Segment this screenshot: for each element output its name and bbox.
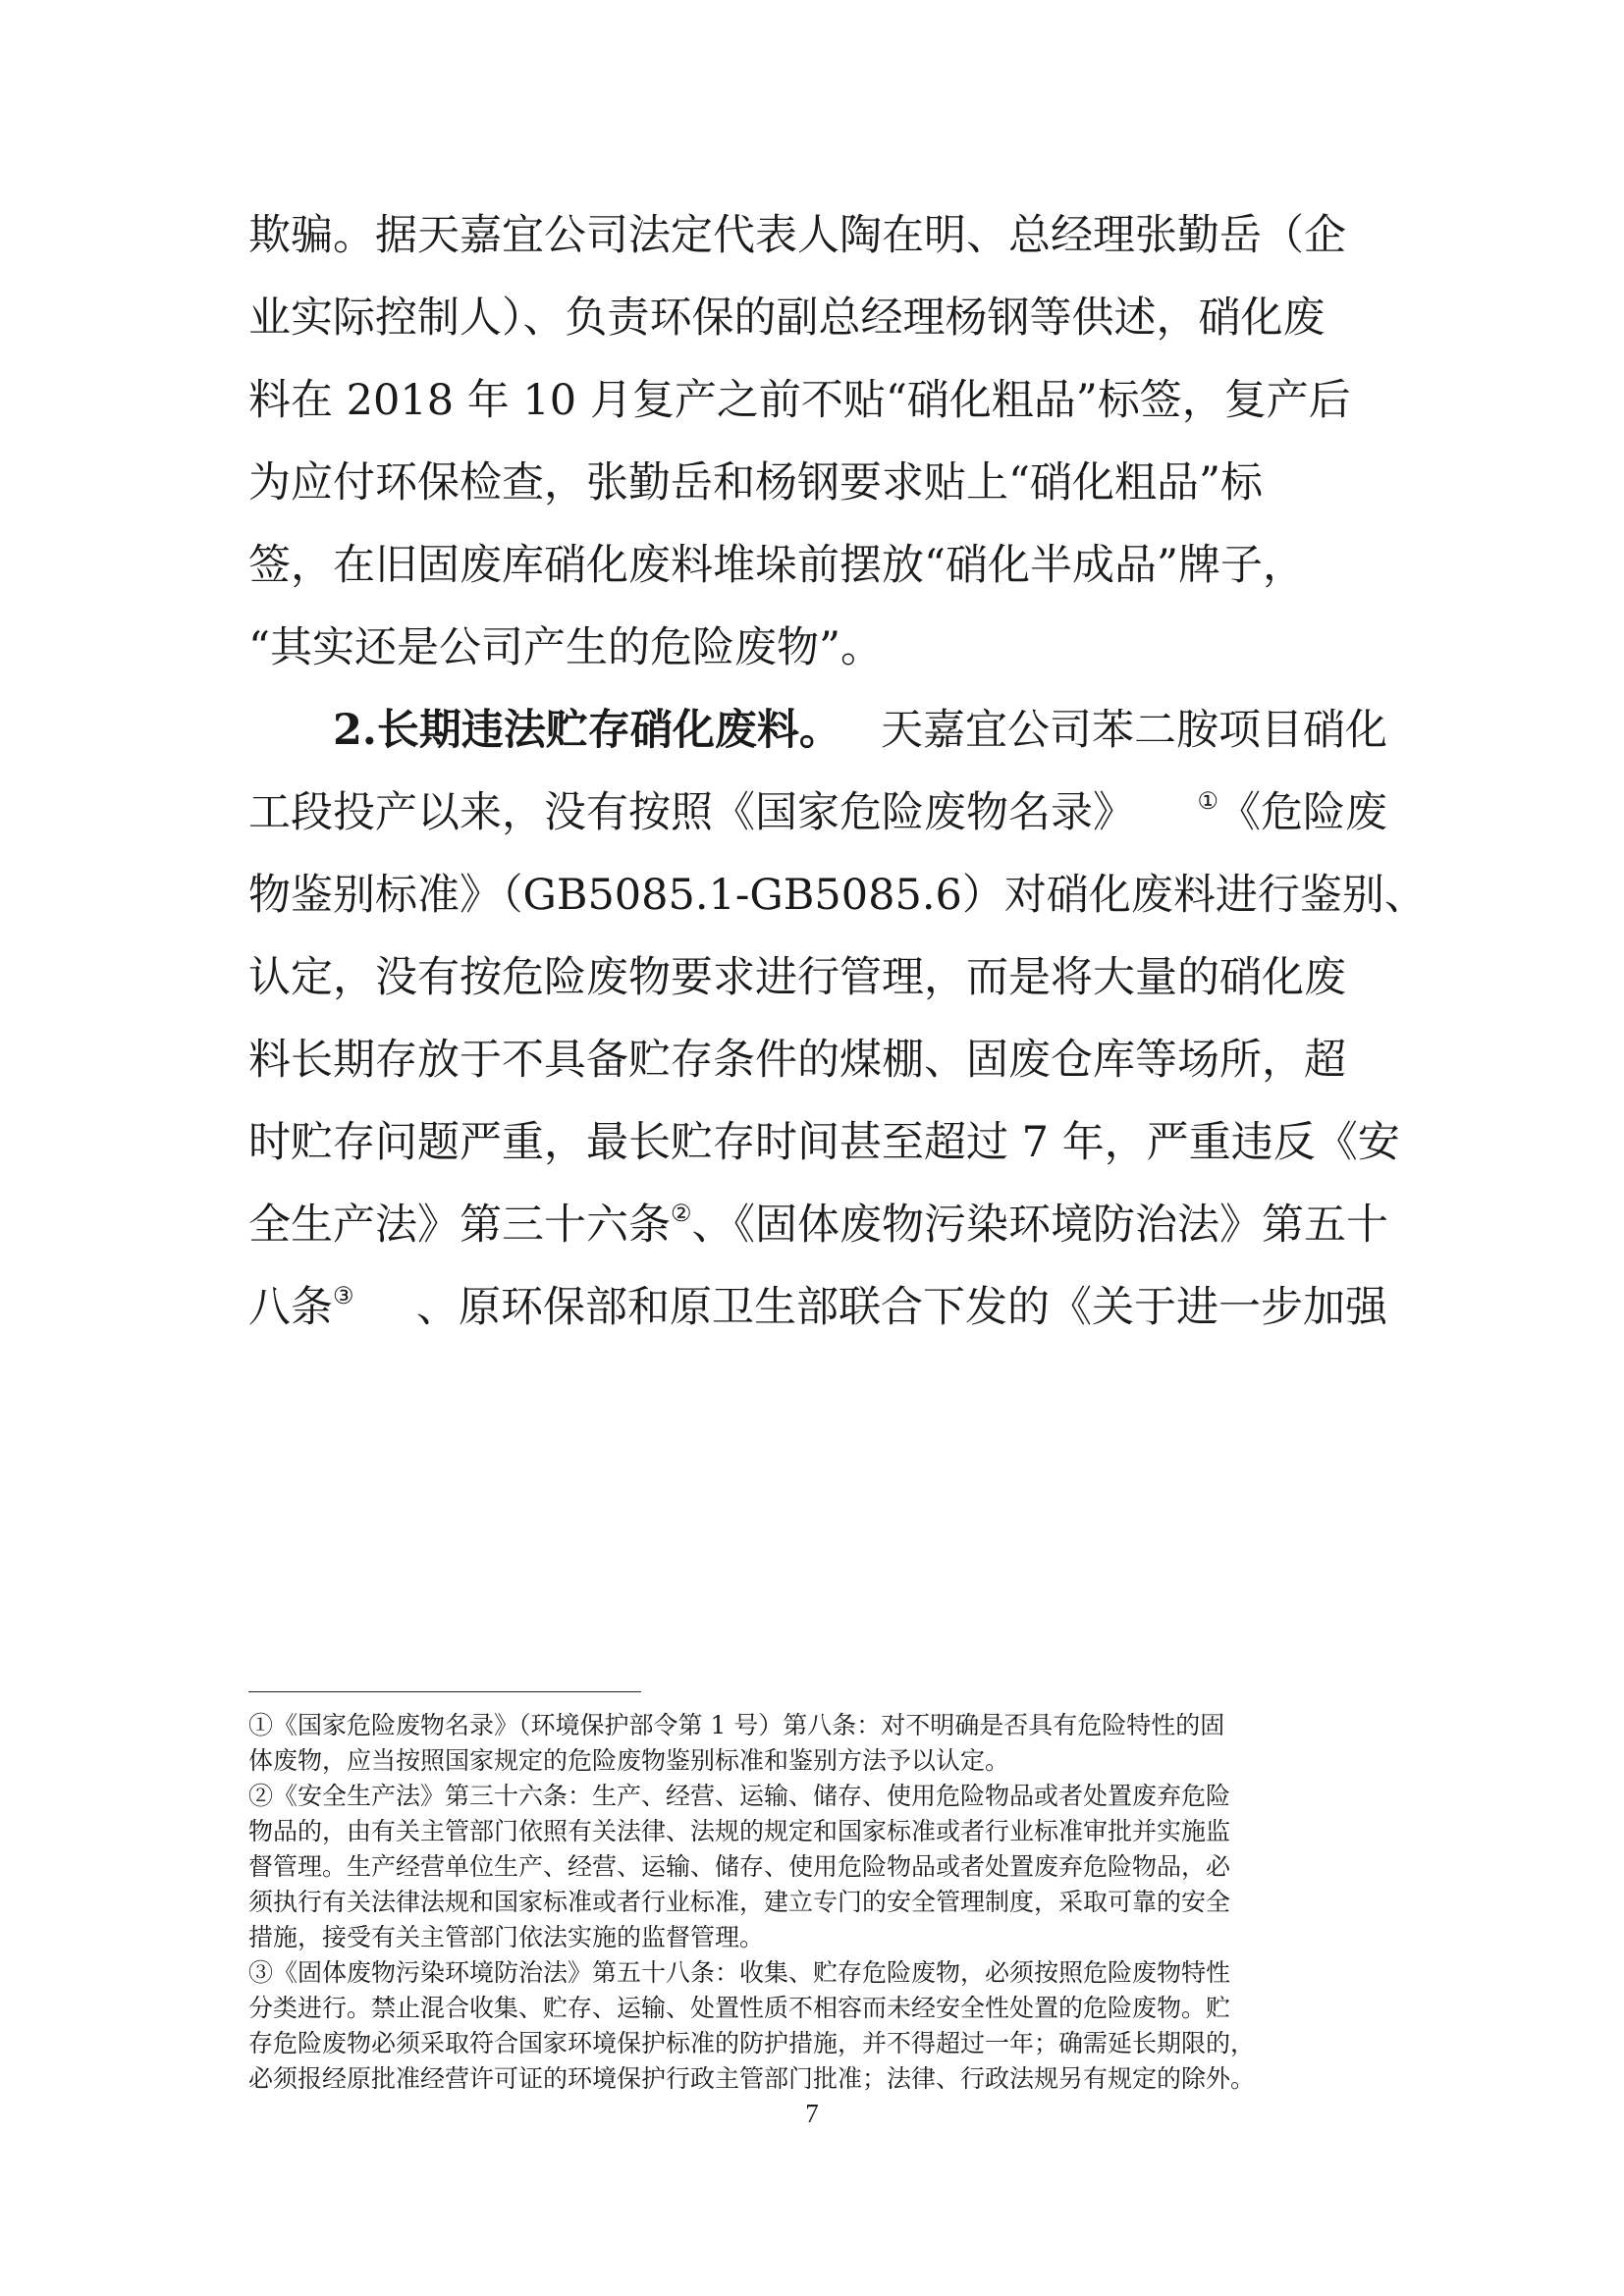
body-line: 物鉴别标准》（GB5085.1-GB5085.6）对硝化废料进行鉴别、 <box>248 871 1427 920</box>
footnote-line: 须执行有关法律法规和国家标准或者行业标准，建立专门的安全管理制度，采取可靠的安全 <box>248 1888 1231 1916</box>
body-line: 料在 2018 年 10 月复产之前不贴“硝化粗品”标签，复产后 <box>248 376 1351 425</box>
footnote-line: 必须报经原批准经营许可证的环境保护行政主管部门批准；法律、行政法规另有规定的除外。 <box>248 2064 1256 2093</box>
body-line: 工段投产以来，没有按照《国家危险废物名录》 ①《危险废 <box>248 787 1387 837</box>
footnote-marker-2: ② <box>671 1200 692 1227</box>
body-line: 时贮存问题严重，最长贮存时间甚至超过 7 年，严重违反《安 <box>248 1118 1400 1167</box>
footnote-marker-1: ① <box>1197 787 1218 815</box>
footnote-line: 体废物，应当按照国家规定的危险废物鉴别标准和鉴别方法予以认定。 <box>248 1746 1010 1775</box>
section-2-heading: 2.长期违法贮存硝化废料。 <box>333 706 841 755</box>
footnote-marker-3: ③ <box>333 1282 354 1309</box>
footnote-line: 分类进行。禁止混合收集、贮存、运输、处置性质不相容而未经安全性处置的危险废物。贮 <box>248 1994 1231 2022</box>
footnote-separator <box>248 1691 641 1692</box>
body-line: 欺骗。据天嘉宜公司法定代表人陶在明、总经理张勤岳（企 <box>248 211 1346 260</box>
footnote-line: 物品的，由有关主管部门依照有关法律、法规的规定和国家标准或者行业标准审批并实施监 <box>248 1817 1231 1845</box>
body-line: 八条③ 、原环保部和原卫生部联合下发的《关于进一步加强 <box>248 1282 1387 1332</box>
body-line: 全生产法》第三十六条② 、《固体废物污染环境防治法》第五十 <box>248 1200 1389 1250</box>
footnote-line: ③《固体废物污染环境防治法》第五十八条：收集、贮存危险废物，必须按照危险废物特性 <box>248 1958 1231 1987</box>
section-2-first-line: 2.长期违法贮存硝化废料。 天嘉宜公司苯二胺项目硝化 <box>248 701 1387 760</box>
body-line: “其实还是公司产生的危险废物”。 <box>248 623 883 672</box>
body-line: 业实际控制人）、负责环保的副总经理杨钢等供述，硝化废 <box>248 294 1326 343</box>
body-line: 料长期存放于不具备贮存条件的煤棚、固废仓库等场所，超 <box>248 1036 1346 1085</box>
body-line: 认定，没有按危险废物要求进行管理，而是将大量的硝化废 <box>248 953 1346 1002</box>
footnote-line: 督管理。生产经营单位生产、经营、运输、储存、使用危险物品或者处置废弃危险物品，必 <box>248 1852 1231 1881</box>
body-line: 为应付环保检查，张勤岳和杨钢要求贴上“硝化粗品”标 <box>248 458 1263 507</box>
footnote-line: 存危险废物必须采取符合国家环境保护标准的防护措施，并不得超过一年；确需延长期限的， <box>248 2029 1256 2057</box>
footnote-line: ②《安全生产法》第三十六条：生产、经营、运输、储存、使用危险物品或者处置废弃危险 <box>248 1782 1231 1810</box>
footnote-line: 措施，接受有关主管部门依法实施的监督管理。 <box>248 1923 765 1951</box>
footnote-line: ①《国家危险废物名录》（环境保护部令第 1 号）第八条：对不明确是否具有危险特性的固 <box>248 1711 1225 1739</box>
body-line: 签，在旧固废库硝化废料堆垛前摆放“硝化半成品”牌子， <box>248 541 1305 590</box>
page-number: 7 <box>805 2099 819 2128</box>
